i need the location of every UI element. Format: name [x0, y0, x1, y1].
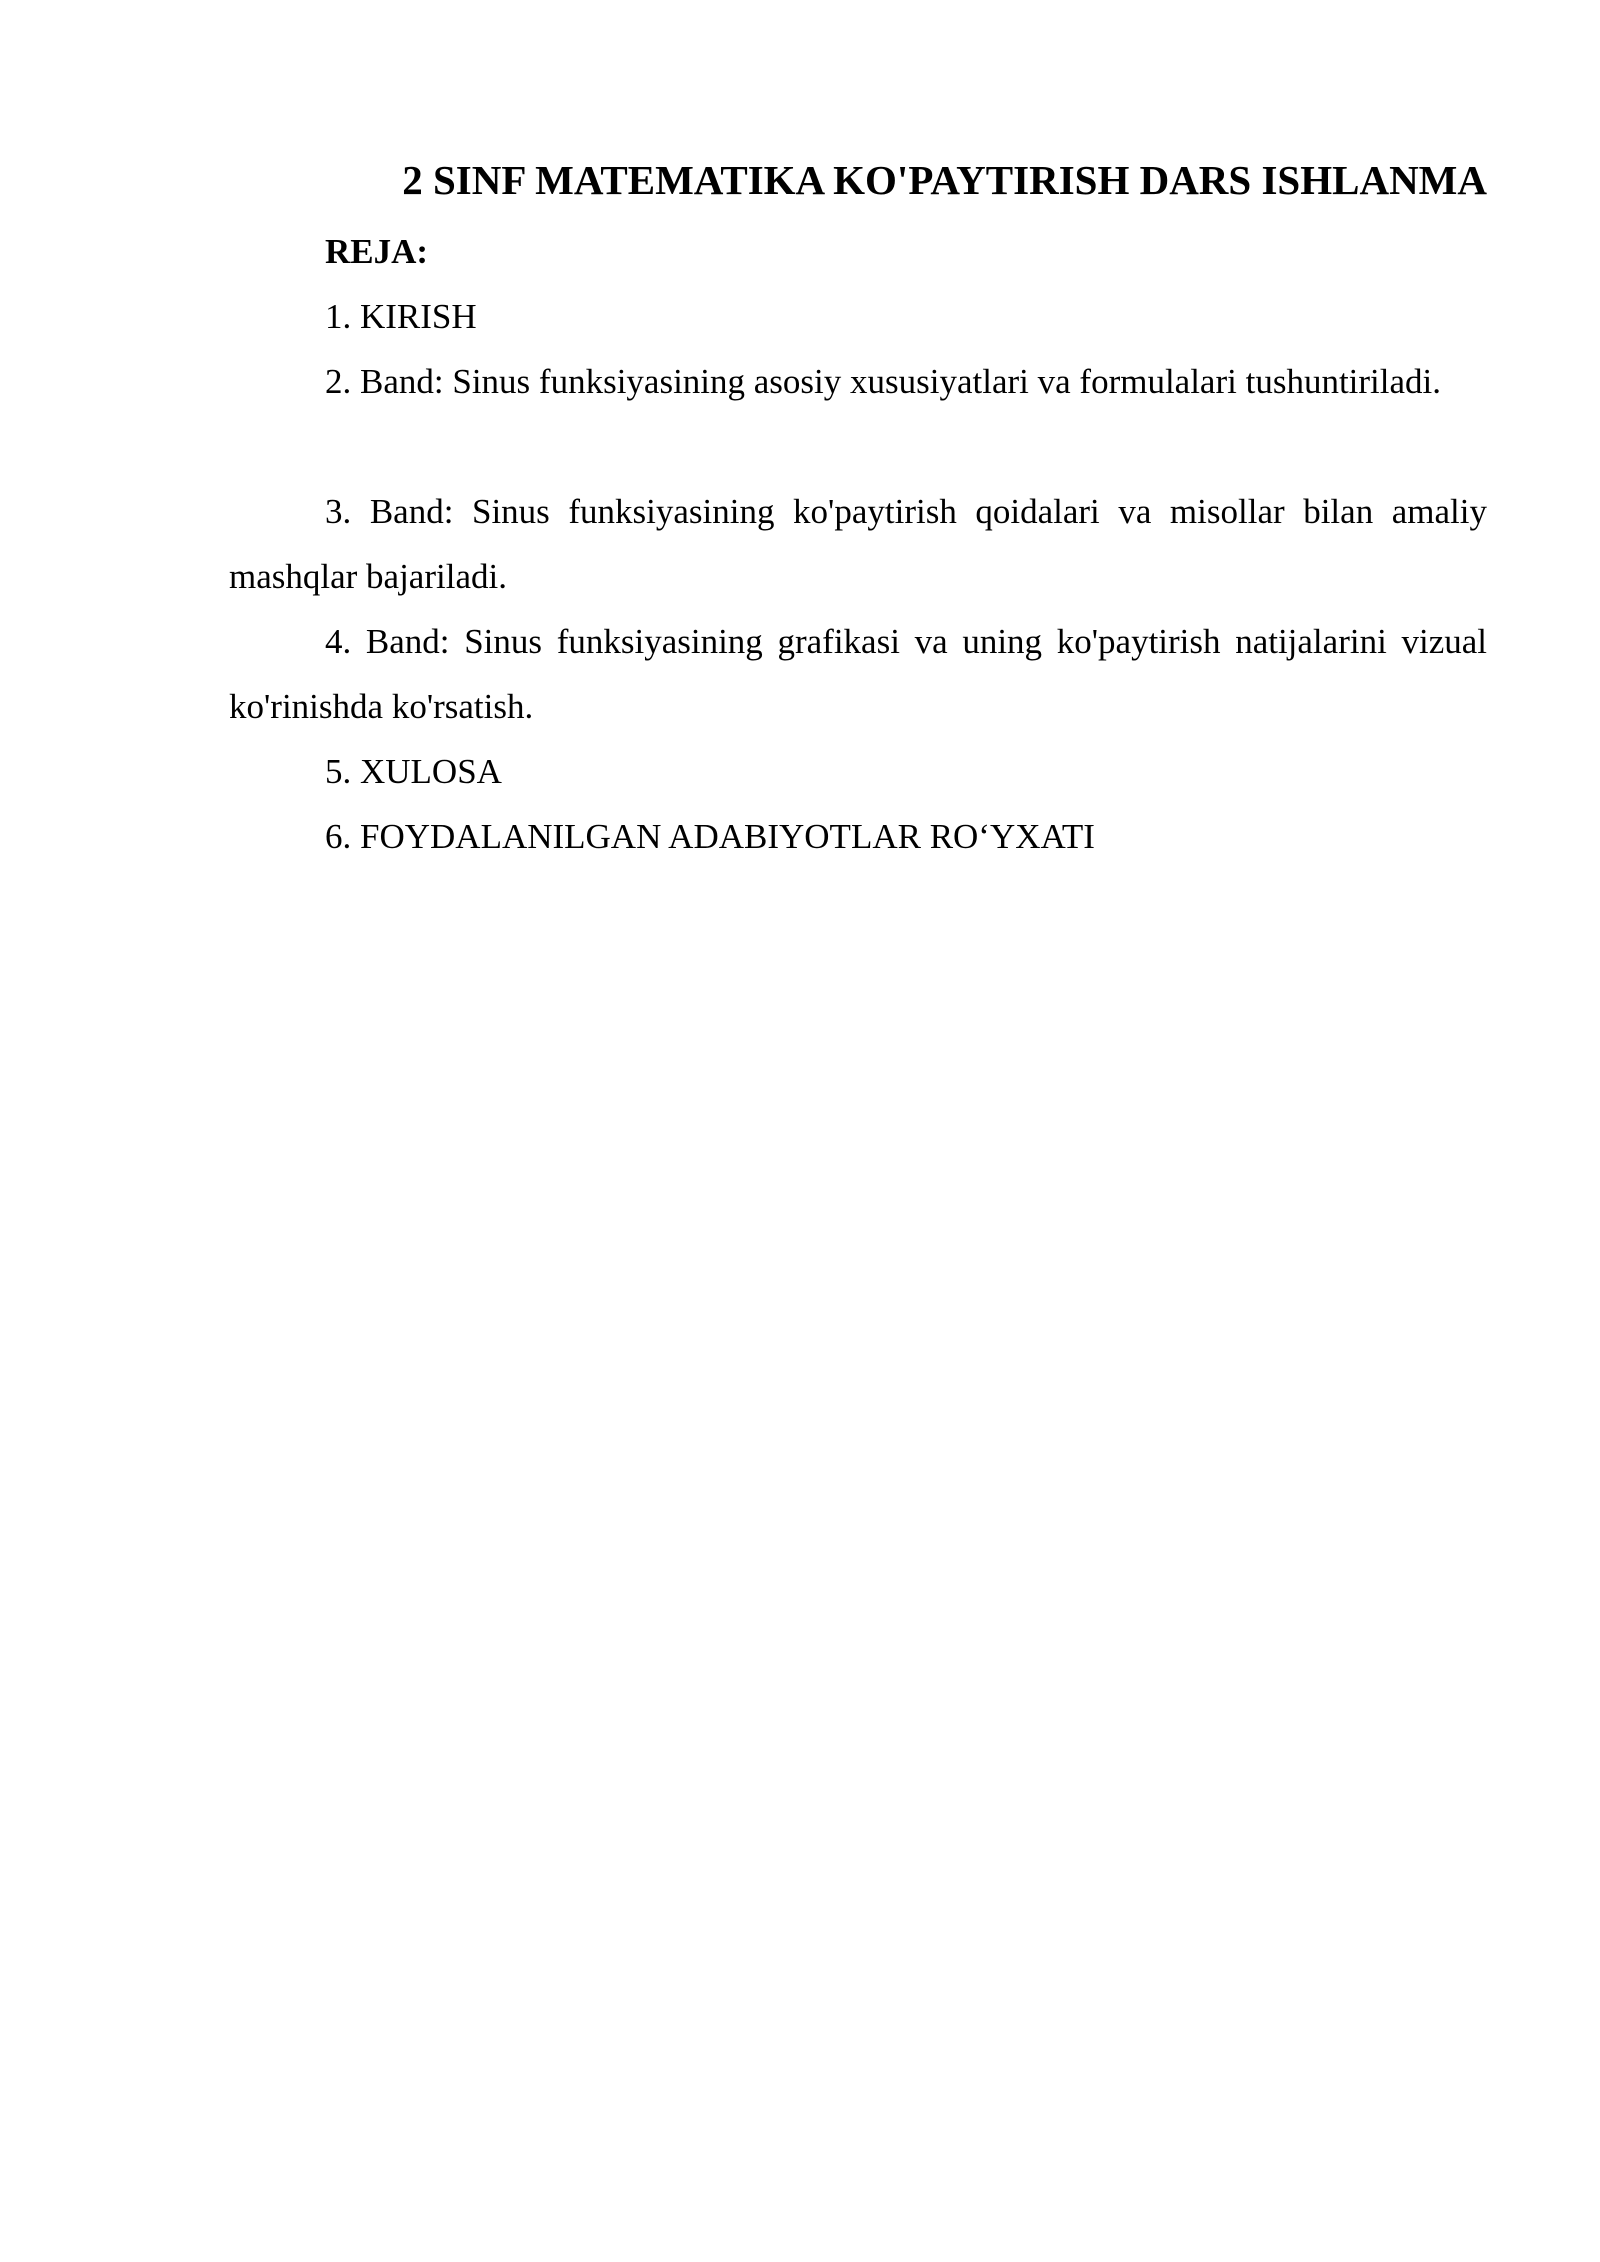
- plan-item-2: 2. Band: Sinus funksiyasining asosiy xususiyatlari va formulalari tushuntiriladi.: [325, 362, 1442, 401]
- plan-item-references: 6. FOYDALANILGAN ADABIYOTLAR RO‘YXATI: [325, 817, 1095, 856]
- plan-item-3: 3. Band: Sinus funksiyasining ko'paytirish qoidalari va misollar bilan amaliy mashqlar bajariladi.: [229, 492, 1487, 596]
- plan-heading: REJA:: [325, 232, 429, 271]
- plan-item-introduction: 1. KIRISH: [325, 297, 477, 336]
- plan-item-4: 4. Band: Sinus funksiyasining grafikasi va uning ko'paytirish natijalarini vizual ko'rinishda ko'rsatish.: [229, 622, 1487, 726]
- plan-item-conclusion: 5. XULOSA: [325, 752, 502, 791]
- document-title: 2 SINF MATEMATIKA KO'PAYTIRISH DARS ISHLANMA: [402, 157, 1487, 203]
